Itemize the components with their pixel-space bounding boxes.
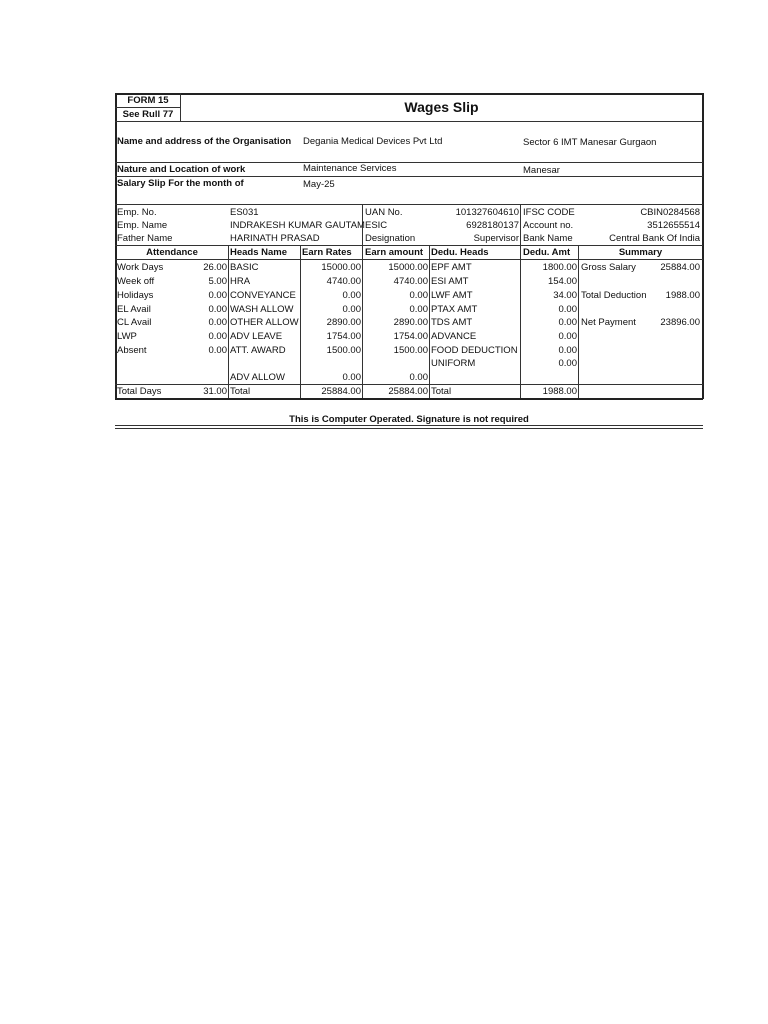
attendance-value: 0.00 [208,331,227,342]
summary-value: 1988.00 [665,290,700,301]
form-rule: See Rull 77 [122,109,174,120]
bank-label: Bank Name [523,233,573,244]
attendance-value: 26.00 [203,262,227,273]
deduction-amount: 0.00 [558,358,577,369]
earning-head: HRA [230,276,251,287]
earning-rate: 0.00 [342,290,361,301]
form-title: FORM 15 [127,95,169,106]
border-bottom [115,398,703,400]
work-location: Manesar [523,165,560,176]
account-label: Account no. [523,220,574,231]
earning-rate: 0.00 [342,304,361,315]
earning-rate: 1754.00 [326,331,361,342]
attendance-label: Holidays [117,290,154,301]
divider [115,245,703,246]
deduction-amount: 0.00 [558,331,577,342]
summary-label: Total Deduction [581,290,647,301]
border-right [702,93,704,399]
uan-value: 101327604610 [455,207,519,218]
border-top [115,93,703,95]
divider [115,107,180,108]
header-amount: Earn amount [365,247,424,258]
page-title: Wages Slip [404,99,479,115]
earning-head: ADV LEAVE [230,331,283,342]
earning-amount: 0.00 [409,304,428,315]
divider [115,204,703,205]
earning-head: CONVEYANCE [230,290,296,301]
total-dedu-label: Total [431,386,452,397]
earning-rate: 15000.00 [321,262,361,273]
ifsc-value: CBIN0284568 [640,207,700,218]
footer-note: This is Computer Operated. Signature is not required [289,414,529,425]
account-value: 3512655514 [647,220,700,231]
earning-amount: 15000.00 [388,262,428,273]
earning-rate: 0.00 [342,372,361,383]
divider [362,204,363,398]
summary-value: 25884.00 [660,262,700,273]
deduction-amount: 1800.00 [542,262,577,273]
attendance-label: Work Days [117,262,164,273]
deduction-head: ESI AMT [431,276,469,287]
attendance-value: 5.00 [208,276,227,287]
org-label: Name and address of the Organisation [117,136,292,147]
emp-no: ES031 [230,207,259,218]
deduction-head: FOOD DEDUCTION [431,345,518,356]
designation-label: Designation [365,233,416,244]
attendance-label: EL Avail [117,304,151,315]
father-name: HARINATH PRASAD [230,233,320,244]
earning-amount: 0.00 [409,290,428,301]
footer-rule [115,428,703,429]
attendance-label: LWP [117,331,137,342]
header-heads: Heads Name [230,247,288,258]
deduction-head: ADVANCE [431,331,477,342]
divider [115,121,703,122]
divider [578,245,579,398]
attendance-label: Week off [117,276,155,287]
uan-label: UAN No. [365,207,403,218]
header-summary: Summary [618,247,663,258]
earning-head: BASIC [230,262,259,273]
earning-amount: 2890.00 [393,317,428,328]
org-name: Degania Medical Devices Pvt Ltd [303,136,443,147]
attendance-value: 0.00 [208,304,227,315]
bank-value: Central Bank Of India [609,233,700,244]
divider [228,245,229,398]
earning-amount: 4740.00 [393,276,428,287]
ifsc-label: IFSC CODE [523,207,575,218]
deduction-head: TDS AMT [431,317,473,328]
divider [429,245,430,398]
attendance-label: Absent [117,345,147,356]
earning-head: WASH ALLOW [230,304,294,315]
header-attendance: Attendance [146,247,198,258]
earning-rate: 1500.00 [326,345,361,356]
month-label: Salary Slip For the month of [117,178,244,189]
header-dedu-amt: Dedu. Amt [523,247,571,258]
attendance-value: 0.00 [208,345,227,356]
earning-head: ATT. AWARD [230,345,286,356]
org-address: Sector 6 IMT Manesar Gurgaon [523,137,657,148]
divider [300,245,301,398]
deduction-amount: 154.00 [547,276,577,287]
summary-value: 23896.00 [660,317,700,328]
summary-label: Net Payment [581,317,636,328]
total-rates: 25884.00 [321,386,361,397]
attendance-label: CL Avail [117,317,152,328]
designation-value: Supervisor [473,233,519,244]
total-amount: 25884.00 [388,386,428,397]
emp-no-label: Emp. No. [117,207,157,218]
earning-amount: 0.00 [409,372,428,383]
deduction-amount: 0.00 [558,317,577,328]
total-label: Total [230,386,251,397]
total-days-label: Total Days [117,386,162,397]
divider [520,204,521,398]
esic-label: ESIC [365,220,388,231]
earning-rate: 4740.00 [326,276,361,287]
earning-head: ADV ALLOW [230,372,285,383]
emp-name: INDRAKESH KUMAR GAUTAM [230,220,365,231]
earning-amount: 1754.00 [393,331,428,342]
deduction-head: PTAX AMT [431,304,478,315]
header-rates: Earn Rates [302,247,352,258]
earning-head: OTHER ALLOW [230,317,299,328]
attendance-value: 0.00 [208,317,227,328]
divider [115,259,703,260]
emp-name-label: Emp. Name [117,220,168,231]
divider [115,176,703,177]
attendance-value: 0.00 [208,290,227,301]
earning-amount: 1500.00 [393,345,428,356]
deduction-amount: 0.00 [558,304,577,315]
father-label: Father Name [117,233,173,244]
total-dedu: 1988.00 [542,386,577,397]
month-value: May-25 [303,179,335,190]
divider [115,384,703,385]
deduction-amount: 0.00 [558,345,577,356]
work-label: Nature and Location of work [117,164,246,175]
total-days: 31.00 [203,386,227,397]
deduction-head: EPF AMT [431,262,472,273]
work-nature: Maintenance Services [303,163,397,174]
summary-label: Gross Salary [581,262,636,273]
deduction-head: UNIFORM [431,358,476,369]
header-dedu-heads: Dedu. Heads [431,247,489,258]
divider [115,162,703,163]
earning-rate: 2890.00 [326,317,361,328]
deduction-head: LWF AMT [431,290,473,301]
deduction-amount: 34.00 [553,290,577,301]
esic-value: 6928180137 [466,220,519,231]
